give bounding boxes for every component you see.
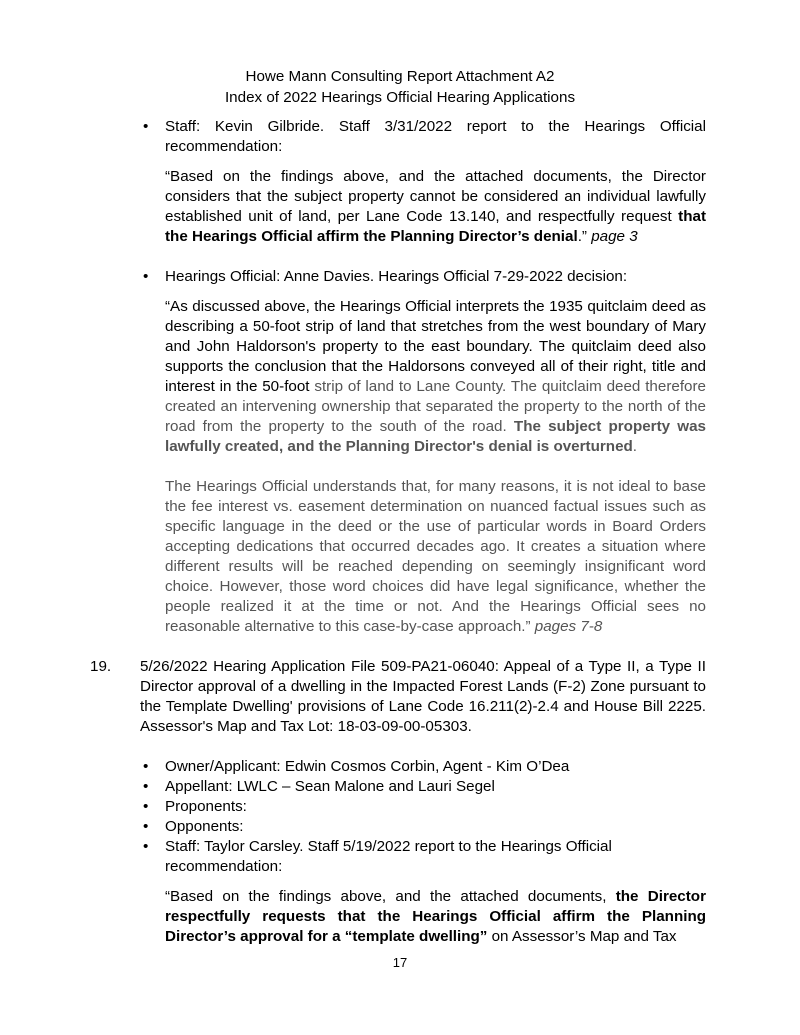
list-item [143, 777, 706, 797]
bullet-icon: • [143, 798, 149, 815]
bullet-icon: • [143, 268, 149, 285]
quote-hearings-decision-cont [165, 477, 706, 637]
item-text: 5/26/2022 Hearing Application File 509-PA21-06040: Appeal of a Type II, a Type II Director approval of a dwelling in the Impacted Forest Lands (F-2) Zone pursuant to the Template Dwelling' provisions of Lane Code 16.211(2)-2.4 and House Bill 2225. Assessor's Map and Tax Lot: 18-03-09-00-05303. [140, 658, 706, 735]
quote-text: . [632, 438, 638, 455]
page-number: 17 [392, 955, 408, 970]
list-item [143, 817, 706, 837]
page-reference: pages 7-8 [534, 618, 603, 635]
list-item [143, 267, 706, 287]
page-reference: page 3 [591, 228, 638, 245]
list-item [143, 797, 706, 817]
bullet-icon: • [143, 818, 149, 835]
page-header [0, 66, 800, 108]
quote-hearings-decision [165, 297, 706, 457]
bullet-text: Opponents: [165, 818, 244, 835]
bullet-text: Owner/Applicant: Edwin Cosmos Corbin, Agent - Kim O’Dea [165, 758, 570, 775]
bullet-text: Staff: Taylor Carsley. Staff 5/19/2022 report to the Hearings Official recommendation: [165, 838, 612, 875]
quote-staff-recommendation [165, 167, 706, 247]
quote-text: on Assessor’s Map and Tax [487, 928, 677, 945]
quote-text: “As discussed above, the Hearings Official interprets the 1935 quitclaim deed as describing a 50-foot strip of land that stretches from the west boundary of Mary and John Haldorson's property to the east boundary. The quitclaim deed also supports the conclusion that the Haldorsons conveyed all of their right, title and interest in the 50-foot [165, 298, 706, 395]
bullet-icon: • [143, 118, 149, 135]
quote-text: strip of land to Lane County. The quitclaim deed therefore created an intervening ownership that separated the property to the north of the road from the property to the south of the road. [165, 378, 706, 435]
document-body [0, 117, 800, 947]
item-number: 19. [90, 658, 112, 675]
numbered-item-19 [90, 657, 706, 737]
bullet-text: Appellant: LWLC – Sean Malone and Lauri Segel [165, 778, 495, 795]
quote-bold: that the Hearings Official affirm the Planning Director’s denial [165, 208, 706, 245]
bullet-text: Hearings Official: Anne Davies. Hearings Official 7-29-2022 decision: [165, 268, 628, 285]
quote-bold: The subject property was lawfully created, and the Planning Director's denial is overturned [165, 418, 707, 455]
bullet-icon: • [143, 838, 149, 855]
quote-text: .” [577, 228, 592, 245]
bullet-text: Proponents: [165, 798, 247, 815]
quote-text: “Based on the findings above, and the attached documents, [165, 888, 616, 905]
quote-text: “Based on the findings above, and the attached documents, the Director considers that the subject property cannot be considered an individual lawfully established unit of land, per Lane Code 13.140, and respectfully request [165, 168, 706, 225]
bullet-text: Staff: Kevin Gilbride. Staff 3/31/2022 report to the Hearings Official recommendation: [165, 118, 706, 155]
quote-staff-recommendation-19 [165, 887, 706, 947]
list-item [143, 757, 706, 777]
list-item [143, 117, 706, 157]
bullet-icon: • [143, 778, 149, 795]
bullet-icon: • [143, 758, 149, 775]
quote-text: The Hearings Official understands that, for many reasons, it is not ideal to base the fee interest vs. easement determination on nuanced factual issues such as specific language in the deed or the use of particular words in Board Orders accepting dedications that occurred decades ago. It creates a situation where different results will be reached depending on seemingly insignificant word choice. However, those word choices did have legal significance, whether the people realized it at the time or not. And the Hearings Official sees no reasonable alternative to this case-by-case approach.” [165, 478, 706, 635]
header-subtitle: Index of 2022 Hearings Official Hearing Applications [224, 89, 576, 106]
quote-bold: the Director respectfully requests that the Hearings Official affirm the Planning Director’s approval for a “template dwelling” [165, 888, 706, 945]
list-item [143, 837, 706, 877]
header-title: Howe Mann Consulting Report Attachment A2 [245, 68, 555, 85]
